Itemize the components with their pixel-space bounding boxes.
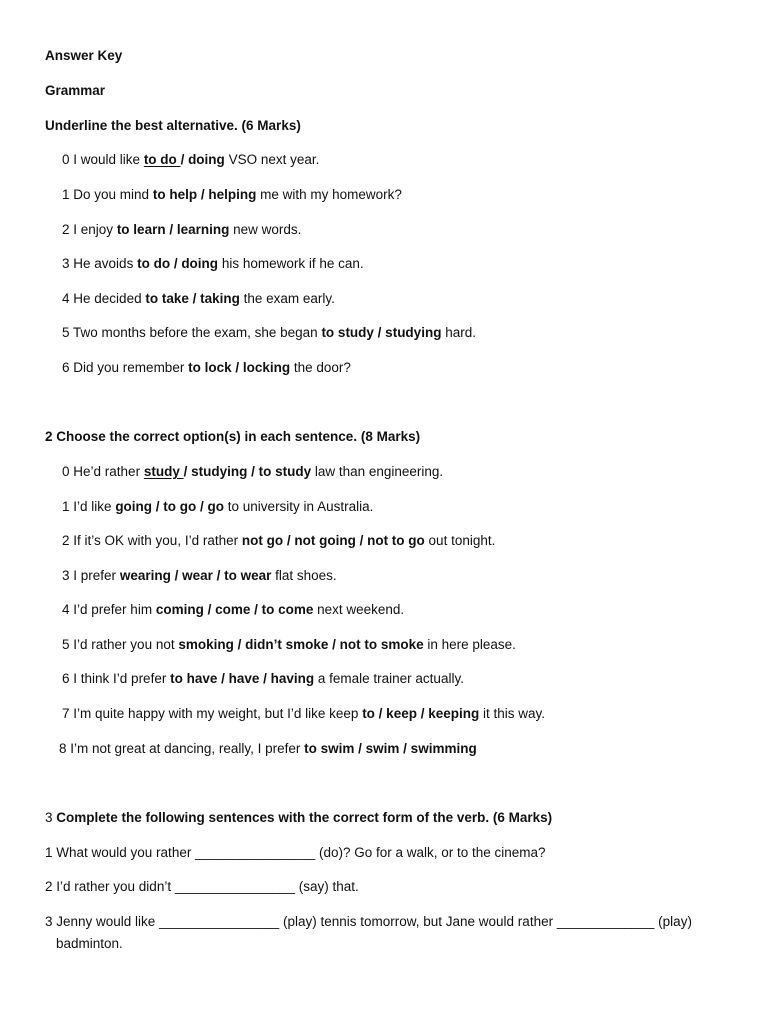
item-text: law than engineering. — [311, 464, 444, 479]
item-number: 0 — [62, 464, 70, 479]
section3-title — [45, 809, 552, 827]
item-text: flat shoes. — [271, 568, 337, 583]
item-answer: to do — [143, 152, 181, 167]
item-number: 4 — [62, 602, 70, 617]
section2-item-2 — [62, 532, 495, 550]
item-number: 2 — [62, 222, 70, 237]
section1-item-4 — [62, 290, 335, 308]
section-number: 3 — [45, 810, 53, 825]
item-text: VSO next year. — [224, 152, 320, 167]
item-number: 5 — [62, 637, 70, 652]
section2-item-3 — [62, 567, 337, 585]
section2-item-7 — [62, 705, 545, 723]
item-text: I would like — [69, 152, 144, 167]
item-options: to study / studying — [321, 325, 442, 340]
item-text: I’d prefer him — [73, 602, 156, 617]
item-number: 3 — [62, 568, 70, 583]
item-number: 6 — [62, 671, 70, 686]
item-options: to lock / locking — [188, 360, 291, 375]
section3-item-2: 2 I’d rather you didn’t ________________ (say) that. — [45, 879, 359, 894]
item-text: He’d rather — [73, 464, 144, 479]
section1-item-5 — [62, 324, 476, 342]
section1-item-1 — [62, 186, 402, 204]
section2-item-4 — [62, 601, 404, 619]
item-options: to do / doing — [137, 256, 219, 271]
section2-item-8 — [59, 740, 477, 758]
section2-item-6 — [62, 670, 464, 688]
section1-item-3 — [62, 255, 364, 273]
item-options: / doing — [180, 152, 225, 167]
item-number: 2 — [62, 533, 70, 548]
item-text: I think I’d prefer — [73, 671, 171, 686]
item-options: not go / not going / not to go — [241, 533, 425, 548]
item-text: I’d like — [73, 499, 116, 514]
item-text: He decided — [73, 291, 146, 306]
item-text: me with my homework? — [256, 187, 402, 202]
item-text: Two months before the exam, she began — [73, 325, 322, 340]
item-options: to have / have / having — [170, 671, 315, 686]
section2-item-1 — [62, 498, 373, 516]
item-text: next weekend. — [313, 602, 405, 617]
item-number: 7 — [62, 706, 70, 721]
item-text: the door? — [290, 360, 351, 375]
item-text: He avoids — [73, 256, 138, 271]
item-number: 4 — [62, 291, 70, 306]
item-options: to take / taking — [145, 291, 240, 306]
document-title: Answer Key — [45, 48, 123, 63]
section1-title: Underline the best alternative. (6 Marks) — [45, 118, 301, 133]
item-options: wearing / wear / to wear — [119, 568, 272, 583]
item-text: out tonight. — [424, 533, 496, 548]
item-text: new words. — [229, 222, 302, 237]
item-text: a female trainer actually. — [314, 671, 464, 686]
section-title-text: Complete the following sentences with the correct form of the verb. (6 Marks) — [56, 810, 553, 825]
item-text: to university in Australia. — [224, 499, 374, 514]
item-options: / studying / to study — [183, 464, 312, 479]
section3-item-3: 3 Jenny would like ________________ (play) tennis tomorrow, but Jane would rather _____________ (play) — [45, 914, 692, 929]
item-options: to learn / learning — [116, 222, 230, 237]
item-options: to swim / swim / swimming — [304, 741, 477, 756]
section-heading-grammar: Grammar — [45, 83, 106, 98]
section2-item-0 — [62, 463, 443, 481]
item-number: 3 — [62, 256, 70, 271]
item-options: coming / come / to come — [155, 602, 314, 617]
item-number: 0 — [62, 152, 70, 167]
item-text: in here please. — [423, 637, 516, 652]
item-number: 5 — [62, 325, 70, 340]
item-text: I’m not great at dancing, really, I prefer — [70, 741, 305, 756]
item-text: If it’s OK with you, I’d rather — [73, 533, 242, 548]
section1-item-2 — [62, 221, 301, 239]
section3-item-3-continued: badminton. — [56, 936, 123, 951]
section2-item-5 — [62, 636, 516, 654]
item-number: 1 — [62, 499, 70, 514]
item-options: smoking / didn’t smoke / not to smoke — [178, 637, 424, 652]
section1-item-0 — [62, 151, 319, 169]
item-text: the exam early. — [239, 291, 335, 306]
item-options: to / keep / keeping — [362, 706, 480, 721]
item-text: I prefer — [73, 568, 120, 583]
item-text: Do you mind — [73, 187, 153, 202]
item-options: to help / helping — [152, 187, 257, 202]
section3-item-1: 1 What would you rather ________________ (do)? Go for a walk, or to the cinema? — [45, 845, 546, 860]
item-number: 8 — [59, 741, 67, 756]
item-options: going / to go / go — [115, 499, 225, 514]
item-text: hard. — [441, 325, 476, 340]
item-answer: study — [143, 464, 184, 479]
item-text: Did you remember — [73, 360, 189, 375]
item-text: I enjoy — [73, 222, 117, 237]
item-text: I’m quite happy with my weight, but I’d like keep — [73, 706, 363, 721]
item-text: it this way. — [479, 706, 545, 721]
item-text: I’d rather you not — [73, 637, 179, 652]
section1-item-6 — [62, 359, 351, 377]
section2-title: 2 Choose the correct option(s) in each sentence. (8 Marks) — [45, 429, 421, 444]
item-text: his homework if he can. — [218, 256, 364, 271]
item-number: 6 — [62, 360, 70, 375]
item-number: 1 — [62, 187, 70, 202]
